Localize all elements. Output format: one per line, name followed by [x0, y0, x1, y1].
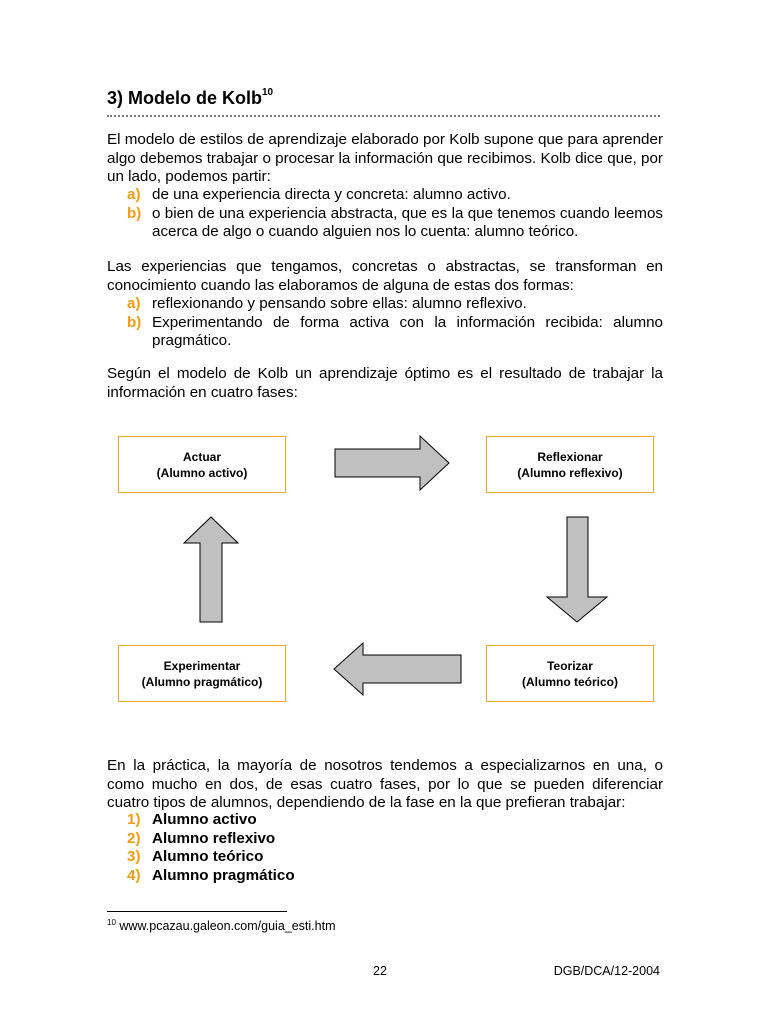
footnote-number: 10 [107, 918, 116, 927]
box-subtitle: (Alumno reflexivo) [517, 465, 623, 480]
practice-paragraph: En la práctica, la mayoría de nosotros tendemos a especializarnos en una, o como mucho en dos, de esas cuatro fases, por lo que se pueden diferenciar cuatro tipos de alumnos, dependiendo de la fase en la que prefieran trabajar: [107, 757, 663, 811]
list-marker: 1) [127, 811, 141, 828]
arrow-left-icon [334, 643, 461, 695]
arrow-up-icon [184, 517, 238, 622]
list-marker: 3) [127, 848, 141, 865]
box-title: Actuar [182, 449, 221, 464]
list-item: 1) Alumno activo [127, 811, 257, 828]
box-subtitle: (Alumno teórico) [522, 674, 618, 689]
box-title: Experimentar [163, 658, 241, 673]
page-number: 22 [373, 964, 387, 978]
arrow-down-icon [547, 517, 607, 622]
list-marker: a) [127, 295, 141, 312]
transform-paragraph: Las experiencias que tengamos, concretas o abstractas, se transforman en conocimiento cuando las elaboramos de alguna de estas dos formas: [107, 258, 663, 294]
list-item: a) reflexionando y pensando sobre ellas: alumno reflexivo. [127, 295, 527, 312]
footnote [107, 918, 335, 933]
section-heading: 3) Modelo de Kolb$^{10}$ [107, 87, 274, 108]
list-item: b) Experimentando de forma activa con la información recibida: alumno pragmático. [127, 313, 663, 349]
phases-paragraph: Según el modelo de Kolb un aprendizaje óptimo es el resultado de trabajar la información en cuatro fases: [107, 365, 663, 401]
box-title: Reflexionar [537, 449, 603, 464]
list-item: 3) Alumno teórico [127, 848, 264, 865]
heading-footnote-ref: 10 [262, 87, 274, 98]
list-item: 4) Alumno pragmático [127, 866, 295, 884]
footnote-link[interactable]: www.pcazau.galeon.com/guia_esti.htm [119, 919, 336, 934]
box-title: Teorizar [547, 658, 593, 673]
intro-paragraph: El modelo de estilos de aprendizaje elaborado por Kolb supone que para aprender algo debemos trabajar o procesar la información que recibimos. Kolb dice que, por un lado, podemos partir: [107, 131, 663, 185]
list-item: a) de una experiencia directa y concreta: alumno activo. [127, 186, 511, 203]
list-marker: b) [127, 204, 142, 222]
list-marker: a) [127, 186, 141, 203]
list-item: b) o bien de una experiencia abstracta, que es la que tenemos cuando leemos acerca de algo o cuando alguien nos lo cuenta: alumno teórico. [127, 204, 663, 240]
document-reference: DGB/DCA/12-2004 [553, 964, 660, 978]
box-subtitle: (Alumno activo) [156, 465, 248, 480]
list-item: 2) Alumno reflexivo [127, 829, 276, 847]
footnote-rule [107, 911, 287, 912]
list-marker: 2) [127, 829, 141, 847]
list-marker: b) [127, 313, 142, 331]
box-subtitle: (Alumno pragmático) [141, 674, 263, 689]
arrow-right-icon [335, 436, 449, 490]
alumno-types-list [107, 811, 663, 885]
list-marker: 4) [127, 866, 141, 884]
